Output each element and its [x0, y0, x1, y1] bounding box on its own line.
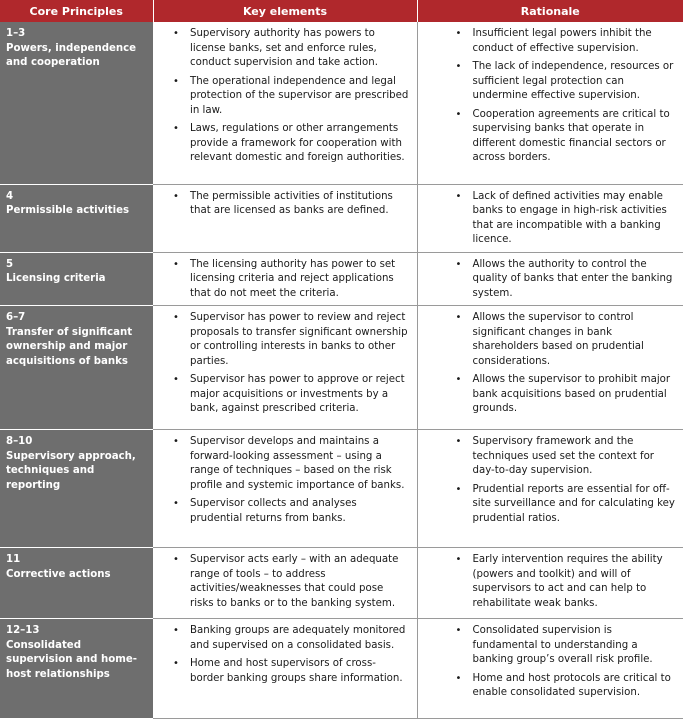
- bullet-icon: •: [173, 553, 179, 568]
- list-item: • Insufficient legal powers inhibit the conduct of effective supervision.: [418, 27, 683, 56]
- principle-cell: [0, 22, 153, 184]
- list-item: • Laws, regulations or other arrangements provide a framework for cooperation with relevant domestic and foreign authorities.: [153, 122, 417, 166]
- bullet-icon: •: [456, 311, 462, 326]
- bullet-icon: •: [456, 624, 462, 639]
- list-item: • Home and host protocols are critical to enable consolidated supervision.: [418, 672, 683, 701]
- rationale-cell: [417, 548, 683, 619]
- list-item: • The licensing authority has power to set licensing criteria and reject applications that do not meet the criteria.: [153, 258, 417, 302]
- list-item: • Lack of defined activities may enable banks to engage in high-risk activities that are incompatible with a banking licence.: [418, 190, 683, 248]
- table-row: [0, 619, 683, 719]
- principle-number: 12–13: [6, 624, 149, 639]
- table-row: [0, 252, 683, 306]
- bullet-icon: •: [173, 373, 179, 388]
- bullet-icon: •: [173, 75, 179, 90]
- list-item: • Supervisor collects and analyses prudential returns from banks.: [153, 497, 417, 526]
- rationale-cell: [417, 22, 683, 184]
- key-elements-cell: [153, 430, 417, 548]
- principle-number: 4: [6, 190, 149, 205]
- key-elements-cell: [153, 184, 417, 252]
- table-row: [0, 306, 683, 430]
- principle-cell: [0, 252, 153, 306]
- principle-name: Powers, independence and cooperation: [6, 42, 149, 71]
- bullet-icon: •: [456, 483, 462, 498]
- list-item: • Supervisory authority has powers to license banks, set and enforce rules, conduct supervision and take action.: [153, 27, 417, 71]
- list-item: • The lack of independence, resources or sufficient legal protection can undermine effective supervision.: [418, 60, 683, 104]
- list-item: • Early intervention requires the ability (powers and toolkit) and will of supervisors to act and can help to rehabilitate weak banks.: [418, 553, 683, 611]
- rationale-cell: [417, 252, 683, 306]
- table-row: [0, 548, 683, 619]
- bullet-icon: •: [456, 258, 462, 273]
- principle-number: 11: [6, 553, 149, 568]
- bullet-icon: •: [456, 60, 462, 75]
- bullet-icon: •: [173, 258, 179, 273]
- principle-name: Transfer of significant ownership and major acquisitions of banks: [6, 326, 149, 370]
- key-elements-cell: [153, 619, 417, 719]
- list-item: • Allows the supervisor to control significant changes in bank shareholders based on prudential considerations.: [418, 311, 683, 369]
- principle-cell: [0, 430, 153, 548]
- bullet-icon: •: [456, 553, 462, 568]
- list-item: • Allows the supervisor to prohibit major bank acquisitions based on prudential grounds.: [418, 373, 683, 417]
- list-item: • Cooperation agreements are critical to supervising banks that operate in different domestic financial sectors or across borders.: [418, 108, 683, 166]
- list-item: • Consolidated supervision is fundamental to understanding a banking group’s overall risk profile.: [418, 624, 683, 668]
- bullet-icon: •: [456, 672, 462, 687]
- bullet-icon: •: [173, 435, 179, 450]
- header-row: [0, 0, 683, 22]
- header-key-elements: Key elements: [153, 0, 417, 22]
- bullet-icon: •: [173, 27, 179, 42]
- list-item: • Prudential reports are essential for off-site surveillance and for calculating key prudential ratios.: [418, 483, 683, 527]
- bullet-icon: •: [173, 190, 179, 205]
- bullet-icon: •: [456, 435, 462, 450]
- rationale-cell: [417, 306, 683, 430]
- bullet-icon: •: [456, 190, 462, 205]
- principle-number: 5: [6, 258, 149, 273]
- bullet-icon: •: [173, 497, 179, 512]
- list-item: • The operational independence and legal protection of the supervisor are prescribed in law.: [153, 75, 417, 119]
- bullet-icon: •: [173, 122, 179, 137]
- list-item: • The permissible activities of institutions that are licensed as banks are defined.: [153, 190, 417, 219]
- bullet-icon: •: [456, 108, 462, 123]
- list-item: • Supervisor develops and maintains a forward-looking assessment – using a range of techniques – based on the risk profile and systemic importance of banks.: [153, 435, 417, 493]
- bullet-icon: •: [456, 373, 462, 388]
- bullet-icon: •: [173, 311, 179, 326]
- principle-cell: [0, 619, 153, 719]
- list-item: • Supervisor has power to approve or reject major acquisitions or investments by a bank, against prescribed criteria.: [153, 373, 417, 417]
- rationale-cell: [417, 430, 683, 548]
- rationale-cell: [417, 619, 683, 719]
- list-item: • Supervisory framework and the techniques used set the context for day-to-day supervision.: [418, 435, 683, 479]
- list-item: • Supervisor acts early – with an adequate range of tools – to address activities/weaknesses that could pose risks to banks or to the banking system.: [153, 553, 417, 611]
- list-item: • Home and host supervisors of cross-border banking groups share information.: [153, 657, 417, 686]
- principle-name: Licensing criteria: [6, 272, 149, 287]
- table-row: [0, 22, 683, 184]
- list-item: • Banking groups are adequately monitored and supervised on a consolidated basis.: [153, 624, 417, 653]
- bullet-icon: •: [173, 624, 179, 639]
- principle-name: Permissible activities: [6, 204, 149, 219]
- principle-number: 6–7: [6, 311, 149, 326]
- principle-name: Supervisory approach, techniques and reporting: [6, 450, 149, 494]
- key-elements-cell: [153, 22, 417, 184]
- list-item: • Supervisor has power to review and reject proposals to transfer significant ownership or controlling interests in banks to other parties.: [153, 311, 417, 369]
- principle-name: Consolidated supervision and home-host relationships: [6, 639, 149, 683]
- principle-name: Corrective actions: [6, 568, 149, 583]
- bullet-icon: •: [173, 657, 179, 672]
- table-row: [0, 184, 683, 252]
- principle-number: 8–10: [6, 435, 149, 450]
- key-elements-cell: [153, 548, 417, 619]
- header-rationale: Rationale: [417, 0, 683, 22]
- header-core-principles: Core Principles: [0, 0, 153, 22]
- key-elements-cell: [153, 252, 417, 306]
- bullet-icon: •: [456, 27, 462, 42]
- table-row: [0, 430, 683, 548]
- principle-cell: [0, 306, 153, 430]
- principle-cell: [0, 184, 153, 252]
- key-elements-cell: [153, 306, 417, 430]
- principle-number: 1–3: [6, 27, 149, 42]
- list-item: • Allows the authority to control the quality of banks that enter the banking system.: [418, 258, 683, 302]
- rationale-cell: [417, 184, 683, 252]
- principle-cell: [0, 548, 153, 619]
